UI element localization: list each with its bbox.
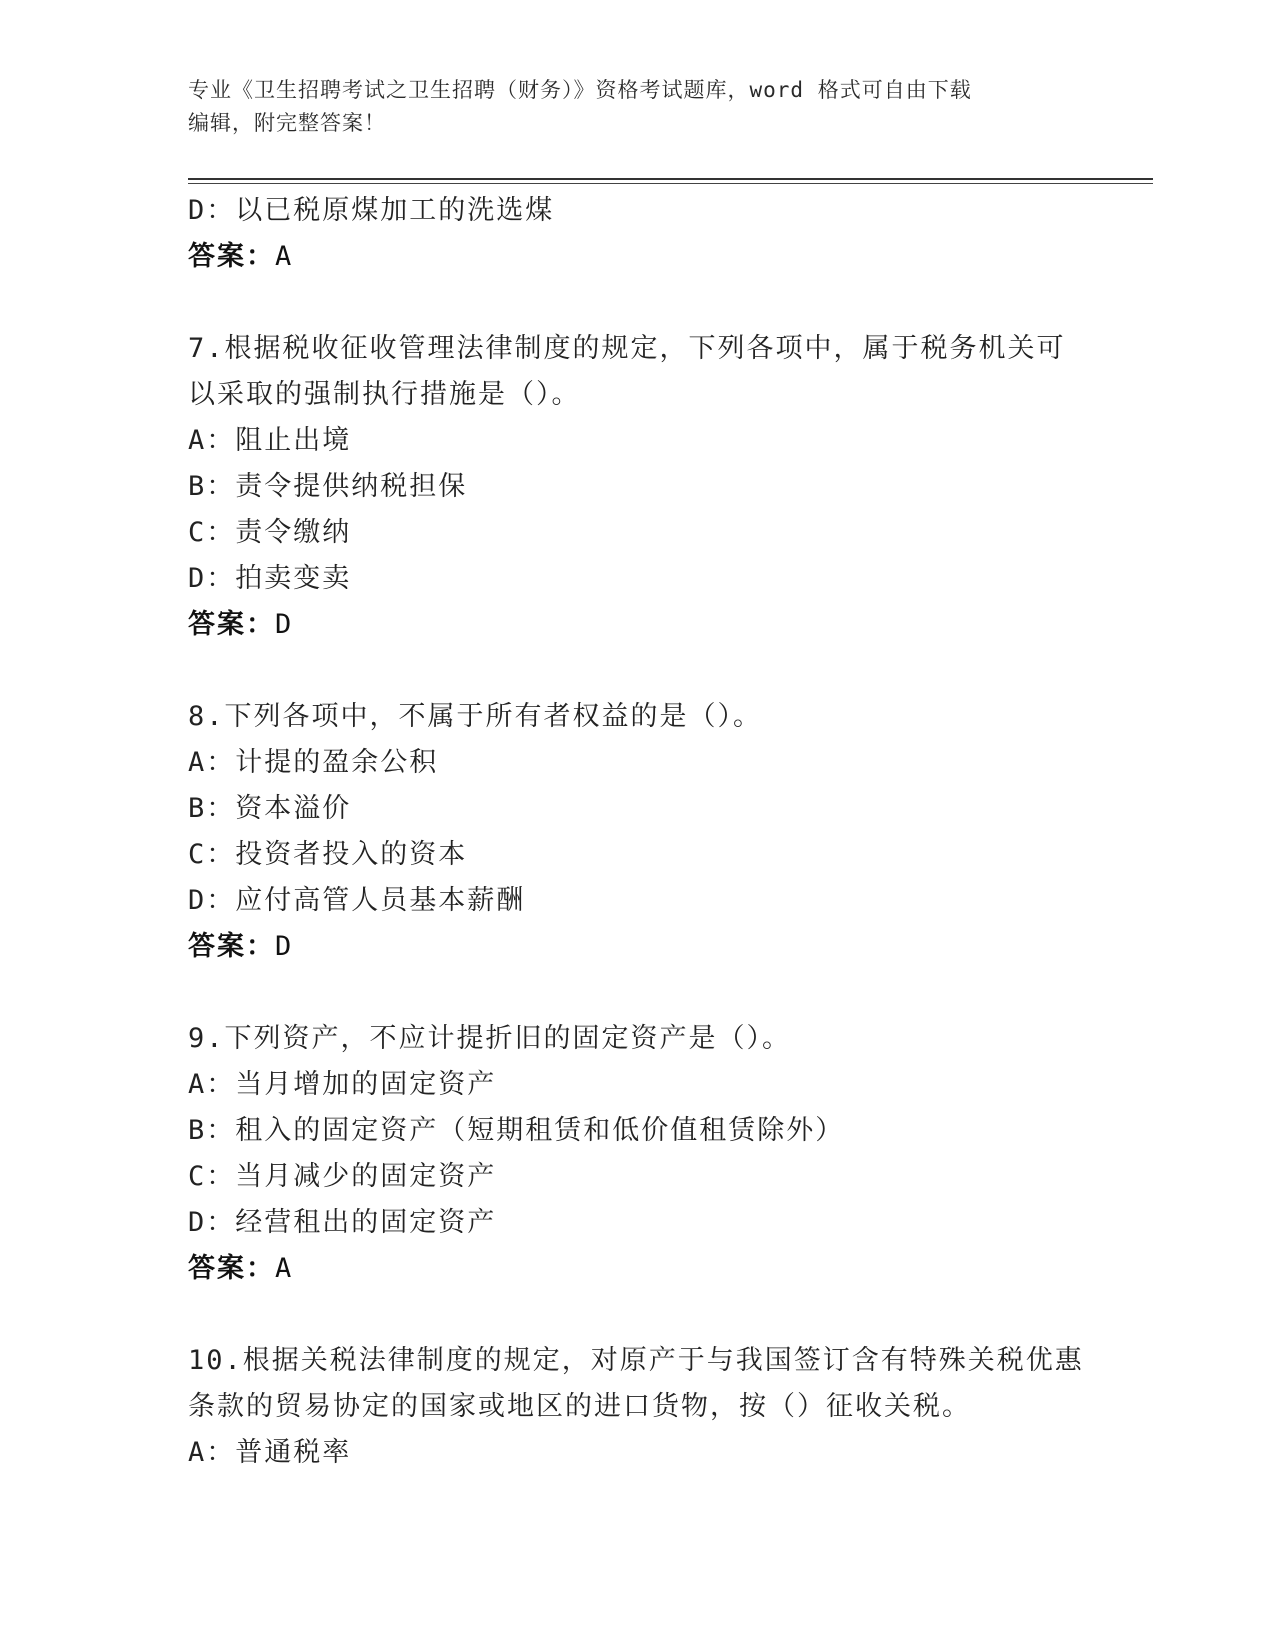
answer-value: A	[275, 241, 294, 272]
question-list	[188, 188, 1088, 1476]
option-a: A：阻止出境	[188, 425, 352, 456]
option-c: C：当月减少的固定资产	[188, 1161, 497, 1192]
question-10	[188, 1338, 1088, 1476]
header-divider-thick	[188, 178, 1153, 180]
document-header	[188, 74, 1088, 140]
spacer	[188, 970, 1088, 1016]
answer-label: 答案：	[188, 609, 275, 640]
option-d: D：应付高管人员基本薪酬	[188, 885, 526, 916]
option-d: D：拍卖变卖	[188, 563, 352, 594]
option-a: A：计提的盈余公积	[188, 747, 439, 778]
question-stem: 8.下列各项中，不属于所有者权益的是（）。	[188, 701, 763, 732]
option-c: C：投资者投入的资本	[188, 839, 468, 870]
question-stem: 7.根据税收征收管理法律制度的规定，下列各项中，属于税务机关可	[188, 333, 1066, 364]
option-b: B：租入的固定资产（短期租赁和低价值租赁除外）	[188, 1115, 845, 1146]
question-7	[188, 326, 1088, 648]
question-stem-continued: 以采取的强制执行措施是（）。	[188, 379, 581, 410]
answer-line	[188, 924, 1088, 970]
header-divider-thin	[188, 183, 1153, 184]
answer-line	[188, 1246, 1088, 1292]
header-line-2: 编辑，附完整答案！	[188, 111, 386, 135]
option-d: D：经营租出的固定资产	[188, 1207, 497, 1238]
question-stem: 9.下列资产，不应计提折旧的固定资产是（）。	[188, 1023, 792, 1054]
answer-value: A	[275, 1253, 294, 1284]
option-d: D：以已税原煤加工的洗选煤	[188, 195, 555, 226]
question-stem-continued: 条款的贸易协定的国家或地区的进口货物，按（）征收关税。	[188, 1391, 971, 1422]
question-stem: 10.根据关税法律制度的规定，对原产于与我国签订含有特殊关税优惠	[188, 1345, 1084, 1376]
answer-value: D	[275, 609, 294, 640]
answer-label: 答案：	[188, 241, 275, 272]
spacer	[188, 280, 1088, 326]
option-a: A：当月增加的固定资产	[188, 1069, 497, 1100]
answer-value: D	[275, 931, 294, 962]
option-b: B：资本溢价	[188, 793, 352, 824]
question-6-tail	[188, 188, 1088, 280]
answer-line	[188, 602, 1088, 648]
question-9	[188, 1016, 1088, 1292]
answer-line	[188, 234, 1088, 280]
option-b: B：责令提供纳税担保	[188, 471, 468, 502]
answer-label: 答案：	[188, 1253, 275, 1284]
question-8	[188, 694, 1088, 970]
spacer	[188, 648, 1088, 694]
header-line-1: 专业《卫生招聘考试之卫生招聘（财务）》资格考试题库，word 格式可自由下载	[188, 78, 972, 102]
option-c: C：责令缴纳	[188, 517, 352, 548]
spacer	[188, 1292, 1088, 1338]
answer-label: 答案：	[188, 931, 275, 962]
option-a: A：普通税率	[188, 1437, 352, 1468]
